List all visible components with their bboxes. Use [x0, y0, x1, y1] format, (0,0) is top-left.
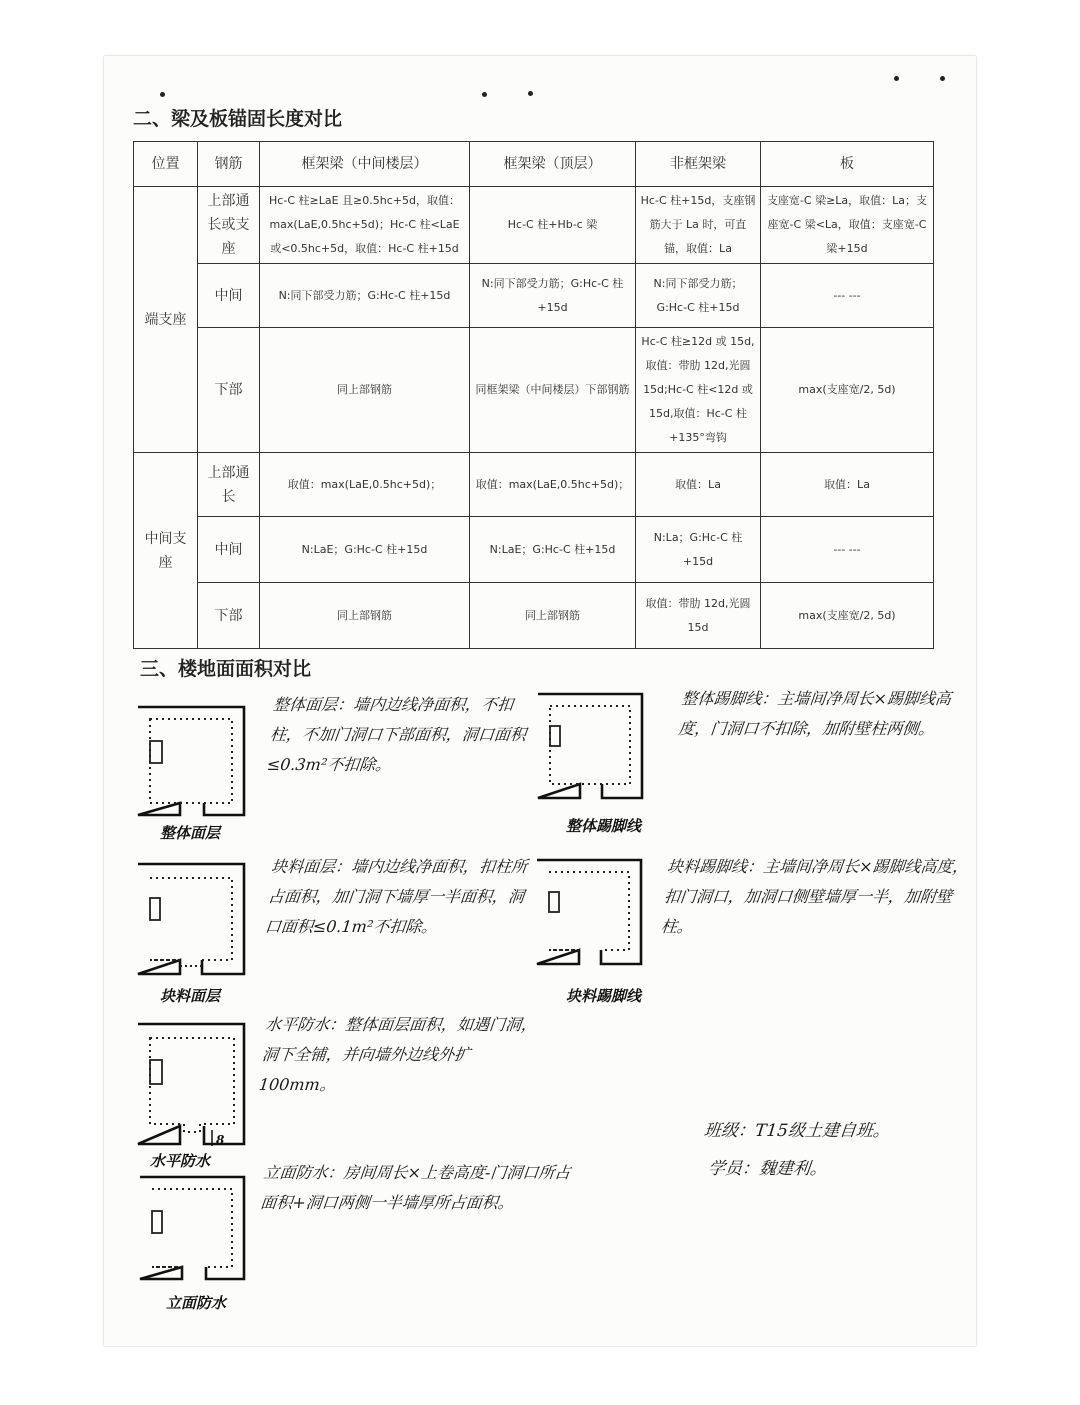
table-row: [134, 264, 934, 328]
table-cell: 取值：max(LaE,0.5hc+5d)；: [470, 453, 636, 517]
section3-title: 三、楼地面面积对比: [140, 658, 312, 680]
table-cell: N:同下部受力筋；G:Hc-C 柱+15d: [260, 264, 470, 328]
table-cell: N:LaE；G:Hc-C 柱+15d: [470, 517, 636, 583]
vertical-waterproof-sketch: [138, 1175, 248, 1285]
header-rebar: 钢筋: [198, 142, 260, 187]
ink-dot: [894, 76, 899, 81]
figure-caption: 整体面层: [160, 824, 221, 842]
figure-caption: 整体踢脚线: [566, 817, 642, 835]
ink-dot: [482, 92, 487, 97]
table-cell: 取值：La: [636, 453, 761, 517]
tile-baseboard-sketch: [537, 858, 647, 973]
figure-caption: 块料面层: [160, 987, 221, 1005]
rebar-cell: 中间: [198, 264, 260, 328]
dimension-mark: 8: [216, 1133, 225, 1147]
table-cell: N:LaE；G:Hc-C 柱+15d: [260, 517, 470, 583]
table-cell: max(支座宽/2, 5d): [761, 328, 934, 453]
class-line: 班级：T15级土建自班。: [702, 1121, 892, 1141]
table-cell: max(支座宽/2, 5d): [761, 583, 934, 649]
ink-dot: [940, 76, 945, 81]
horizontal-waterproof-sketch: [138, 1022, 248, 1150]
rebar-cell: 上部通长: [198, 453, 260, 517]
header-frame-mid: 框架梁（中间楼层）: [260, 142, 470, 187]
ink-dot: [160, 92, 165, 97]
table-cell: Hc-C 柱+Hb-c 梁: [470, 187, 636, 264]
table-cell: --- ---: [761, 264, 934, 328]
floor-plan-sketch: [138, 705, 248, 820]
tile-floor-sketch: [138, 862, 248, 977]
figure-caption: 水平防水: [150, 1152, 211, 1170]
handwritten-note: 块料面层：墙内边线净面积，扣柱所占面积，加门洞下墙厚一半面积，洞口面积≤0.1m²不扣除。: [263, 857, 529, 936]
rebar-cell: 下部: [198, 328, 260, 453]
rebar-cell: 中间: [198, 517, 260, 583]
ink-dot: [528, 91, 533, 96]
table-cell: N:La；G:Hc-C 柱+15d: [636, 517, 761, 583]
table-header-row: [134, 142, 934, 187]
header-frame-top: 框架梁（顶层）: [470, 142, 636, 187]
table-cell: N:同下部受力筋；G:Hc-C 柱+15d: [636, 264, 761, 328]
handwritten-note: 块料踢脚线：主墙间净周长×踢脚线高度，扣门洞口，加洞口侧壁墙厚一半，加附壁柱。: [659, 857, 970, 936]
student-name-line: 学员：魏建利。: [706, 1159, 829, 1179]
handwritten-note: 整体面层：墙内边线净面积，不扣柱，不加门洞口下部面积，洞口面积≤0.3m²不扣除。: [265, 695, 528, 774]
table-cell: --- ---: [761, 517, 934, 583]
handwritten-note: 整体踢脚线：主墙间净周长×踢脚线高度，门洞口不扣除，加附壁柱两侧。: [677, 689, 953, 738]
figure-caption: 块料踢脚线: [566, 987, 642, 1005]
handwritten-note: 水平防水：整体面层面积，如遇门洞，洞下全铺，并向墙外边线外扩100mm。: [257, 1015, 539, 1094]
anchorage-table: [133, 141, 934, 649]
table-cell: 支座宽-C 梁≥La，取值：La；支座宽-C 梁<La，取值：支座宽-C 梁+15d: [761, 187, 934, 264]
rebar-cell: 下部: [198, 583, 260, 649]
table-cell: 取值：带肋 12d,光圆 15d: [636, 583, 761, 649]
rebar-cell: 上部通长或支座: [198, 187, 260, 264]
header-position: 位置: [134, 142, 198, 187]
end-support-label: 端支座: [134, 187, 198, 453]
table-row: [134, 187, 934, 264]
table-cell: Hc-C 柱+15d，支座钢筋大于 La 时，可直锚，取值：La: [636, 187, 761, 264]
header-slab: 板: [761, 142, 934, 187]
figure-caption: 立面防水: [166, 1294, 227, 1312]
header-non-frame: 非框架梁: [636, 142, 761, 187]
table-cell: 同上部钢筋: [260, 583, 470, 649]
table-cell: Hc-C 柱≥12d 或 15d,取值：带肋 12d,光圆 15d;Hc-C 柱<12d 或 15d,取值：Hc-C 柱+135°弯钩: [636, 328, 761, 453]
baseboard-sketch: [538, 692, 648, 807]
table-row: [134, 583, 934, 649]
table-cell: Hc-C 柱≥LaE 且≥0.5hc+5d，取值：max(LaE,0.5hc+5d)；Hc-C 柱<LaE 或<0.5hc+5d，取值：Hc-C 柱+15d: [260, 187, 470, 264]
section2-title: 二、梁及板锚固长度对比: [133, 108, 343, 130]
handwritten-note: 立面防水：房间周长×上卷高度-门洞口所占面积+洞口两侧一半墙厚所占面积。: [259, 1163, 572, 1212]
table-cell: 同上部钢筋: [260, 328, 470, 453]
middle-support-label: 中间支座: [134, 453, 198, 649]
table-cell: 取值：max(LaE,0.5hc+5d)；: [260, 453, 470, 517]
table-cell: 同上部钢筋: [470, 583, 636, 649]
table-cell: N:同下部受力筋；G:Hc-C 柱+15d: [470, 264, 636, 328]
table-row: [134, 453, 934, 517]
table-cell: 同框架梁（中间楼层）下部钢筋: [470, 328, 636, 453]
table-row: [134, 517, 934, 583]
table-row: [134, 328, 934, 453]
table-cell: 取值：La: [761, 453, 934, 517]
